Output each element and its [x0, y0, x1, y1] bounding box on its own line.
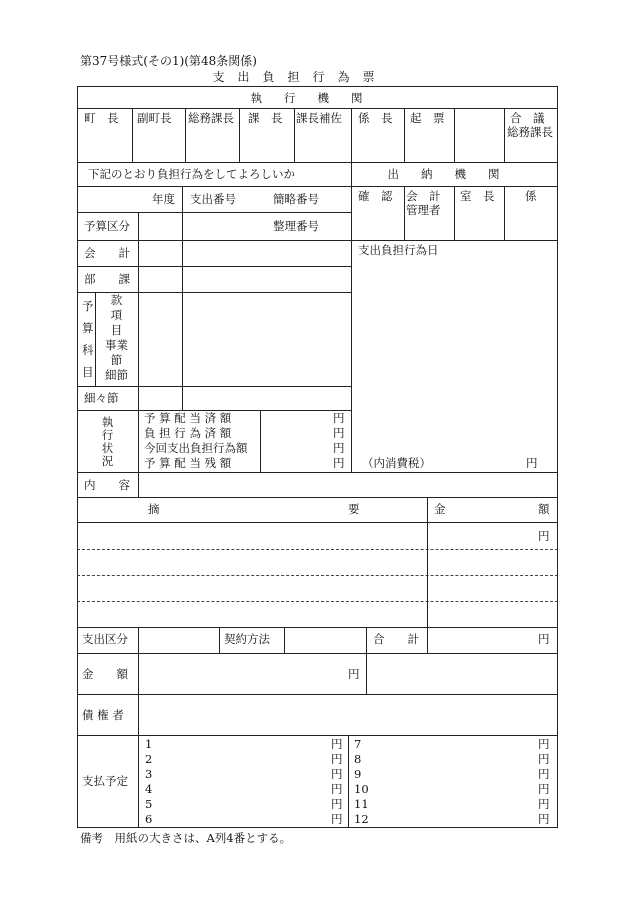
yosan-kubun-label: 予算区分: [84, 219, 130, 233]
role-soumu-kachou: 総務課長: [188, 111, 234, 125]
saikensha-label: 債 権 者: [82, 708, 124, 722]
kamoku-kou: 項: [110, 308, 123, 322]
plan-left-6: 6: [145, 812, 153, 826]
plan-left-2: 2: [145, 752, 153, 766]
exec-row-3: 今回支出負担行為額: [144, 441, 248, 455]
kamoku-kan: 款: [110, 293, 123, 307]
role-gougi: 合 議: [510, 111, 545, 125]
plan-left-yen-2: 円: [331, 752, 343, 766]
plan-right-9: 9: [354, 767, 362, 781]
you-label: 要: [348, 502, 360, 516]
tekiyou-label: 摘: [148, 502, 160, 516]
exec-yen-1: 円: [333, 411, 345, 425]
seiri-bango-label: 整理番号: [273, 219, 319, 233]
plan-left-1: 1: [145, 737, 153, 751]
summary-yen: 円: [538, 529, 550, 543]
plan-left-yen-1: 円: [331, 737, 343, 751]
buka-row-label: 部 課: [84, 272, 130, 286]
treasury-header: 出納機関: [387, 167, 522, 181]
kakari-label: 係: [525, 189, 537, 203]
goukei-label: 合 計: [373, 632, 419, 646]
kamoku-setsu: 節: [110, 353, 123, 367]
shishutsu-bango-label: 支出番号: [190, 192, 236, 206]
plan-left-yen-4: 円: [331, 782, 343, 796]
plan-right-yen-3: 円: [538, 767, 550, 781]
plan-right-7: 7: [354, 737, 362, 751]
exec-org-header: 執行機関: [250, 91, 385, 105]
saisaisetsu-label: 細々節: [84, 391, 119, 405]
payment-plan-label: 支払予定: [82, 774, 128, 788]
exec-yen-4: 円: [333, 456, 345, 470]
plan-left-4: 4: [145, 782, 153, 796]
exec-v-2: 行: [101, 428, 114, 442]
kingaku-label: 金 額: [82, 667, 128, 681]
request-text: 下記のとおり負担行為をしてよろしいか: [88, 167, 295, 181]
ryaku-bango-label: 簡略番号: [273, 192, 319, 206]
plan-right-yen-6: 円: [538, 812, 550, 826]
role-kachou-hosa: 課長補佐: [296, 111, 342, 125]
goukei-yen: 円: [538, 632, 550, 646]
burden-date-label: 支出負担行為日: [358, 243, 439, 257]
role-kachou: 課 長: [248, 111, 283, 125]
footnote: 備考 用紙の大きさは、A列4番とする。: [80, 831, 292, 845]
plan-left-yen-6: 円: [331, 812, 343, 826]
role-gougi-soumu: 総務課長: [507, 125, 553, 139]
kamoku-saisetsu: 細節: [105, 368, 128, 382]
kin-label: 金: [434, 502, 446, 516]
plan-left-yen-3: 円: [331, 767, 343, 781]
exec-v-3: 状: [101, 441, 114, 455]
plan-right-yen-4: 円: [538, 782, 550, 796]
kamoku-v-1: 予: [82, 299, 94, 313]
role-fukuchou: 副町長: [137, 111, 172, 125]
exec-row-2: 負 担 行 為 済 額: [144, 426, 232, 440]
plan-right-10: 10: [354, 782, 369, 796]
kanrisha-label: 管理者: [406, 203, 441, 217]
exec-v-1: 執: [101, 415, 114, 429]
kaikei-row-label: 会 計: [84, 246, 130, 260]
exec-row-1: 予 算 配 当 済 額: [144, 411, 232, 425]
shishutsu-kubun-label: 支出区分: [82, 632, 128, 646]
plan-left-5: 5: [145, 797, 153, 811]
kaikei-label: 会 計: [406, 189, 441, 203]
exec-yen-3: 円: [333, 441, 345, 455]
plan-right-yen-2: 円: [538, 752, 550, 766]
kamoku-jigyou: 事業: [105, 338, 128, 352]
role-kihyou: 起 票: [410, 111, 445, 125]
exec-v-4: 況: [101, 454, 114, 468]
plan-right-8: 8: [354, 752, 362, 766]
kingaku-yen: 円: [348, 667, 360, 681]
plan-right-12: 12: [354, 812, 369, 826]
plan-left-yen-5: 円: [331, 797, 343, 811]
exec-yen-2: 円: [333, 426, 345, 440]
role-kakarichou: 係 長: [358, 111, 393, 125]
form-title: 支出負担行為票: [212, 70, 388, 84]
kakunin-label: 確 認: [358, 189, 393, 203]
plan-right-yen-1: 円: [538, 737, 550, 751]
plan-right-11: 11: [354, 797, 369, 811]
plan-left-3: 3: [145, 767, 153, 781]
nendo-label: 年度: [152, 192, 175, 206]
keiyaku-houhou-label: 契約方法: [224, 632, 270, 646]
tax-label: （内消費税）: [362, 456, 431, 470]
tax-yen: 円: [526, 456, 538, 470]
style-number: 第37号様式(その1)(第48条関係): [80, 54, 257, 68]
role-chou: 町 長: [84, 111, 119, 125]
naiyou-label: 内 容: [84, 478, 130, 492]
kamoku-moku: 目: [110, 323, 123, 337]
kamoku-v-3: 科: [82, 343, 94, 357]
kamoku-v-4: 目: [82, 365, 94, 379]
plan-right-yen-5: 円: [538, 797, 550, 811]
shitsucho-label: 室 長: [460, 189, 495, 203]
exec-row-4: 予 算 配 当 残 額: [144, 456, 232, 470]
gaku-label: 額: [538, 502, 550, 516]
kamoku-v-2: 算: [82, 321, 94, 335]
